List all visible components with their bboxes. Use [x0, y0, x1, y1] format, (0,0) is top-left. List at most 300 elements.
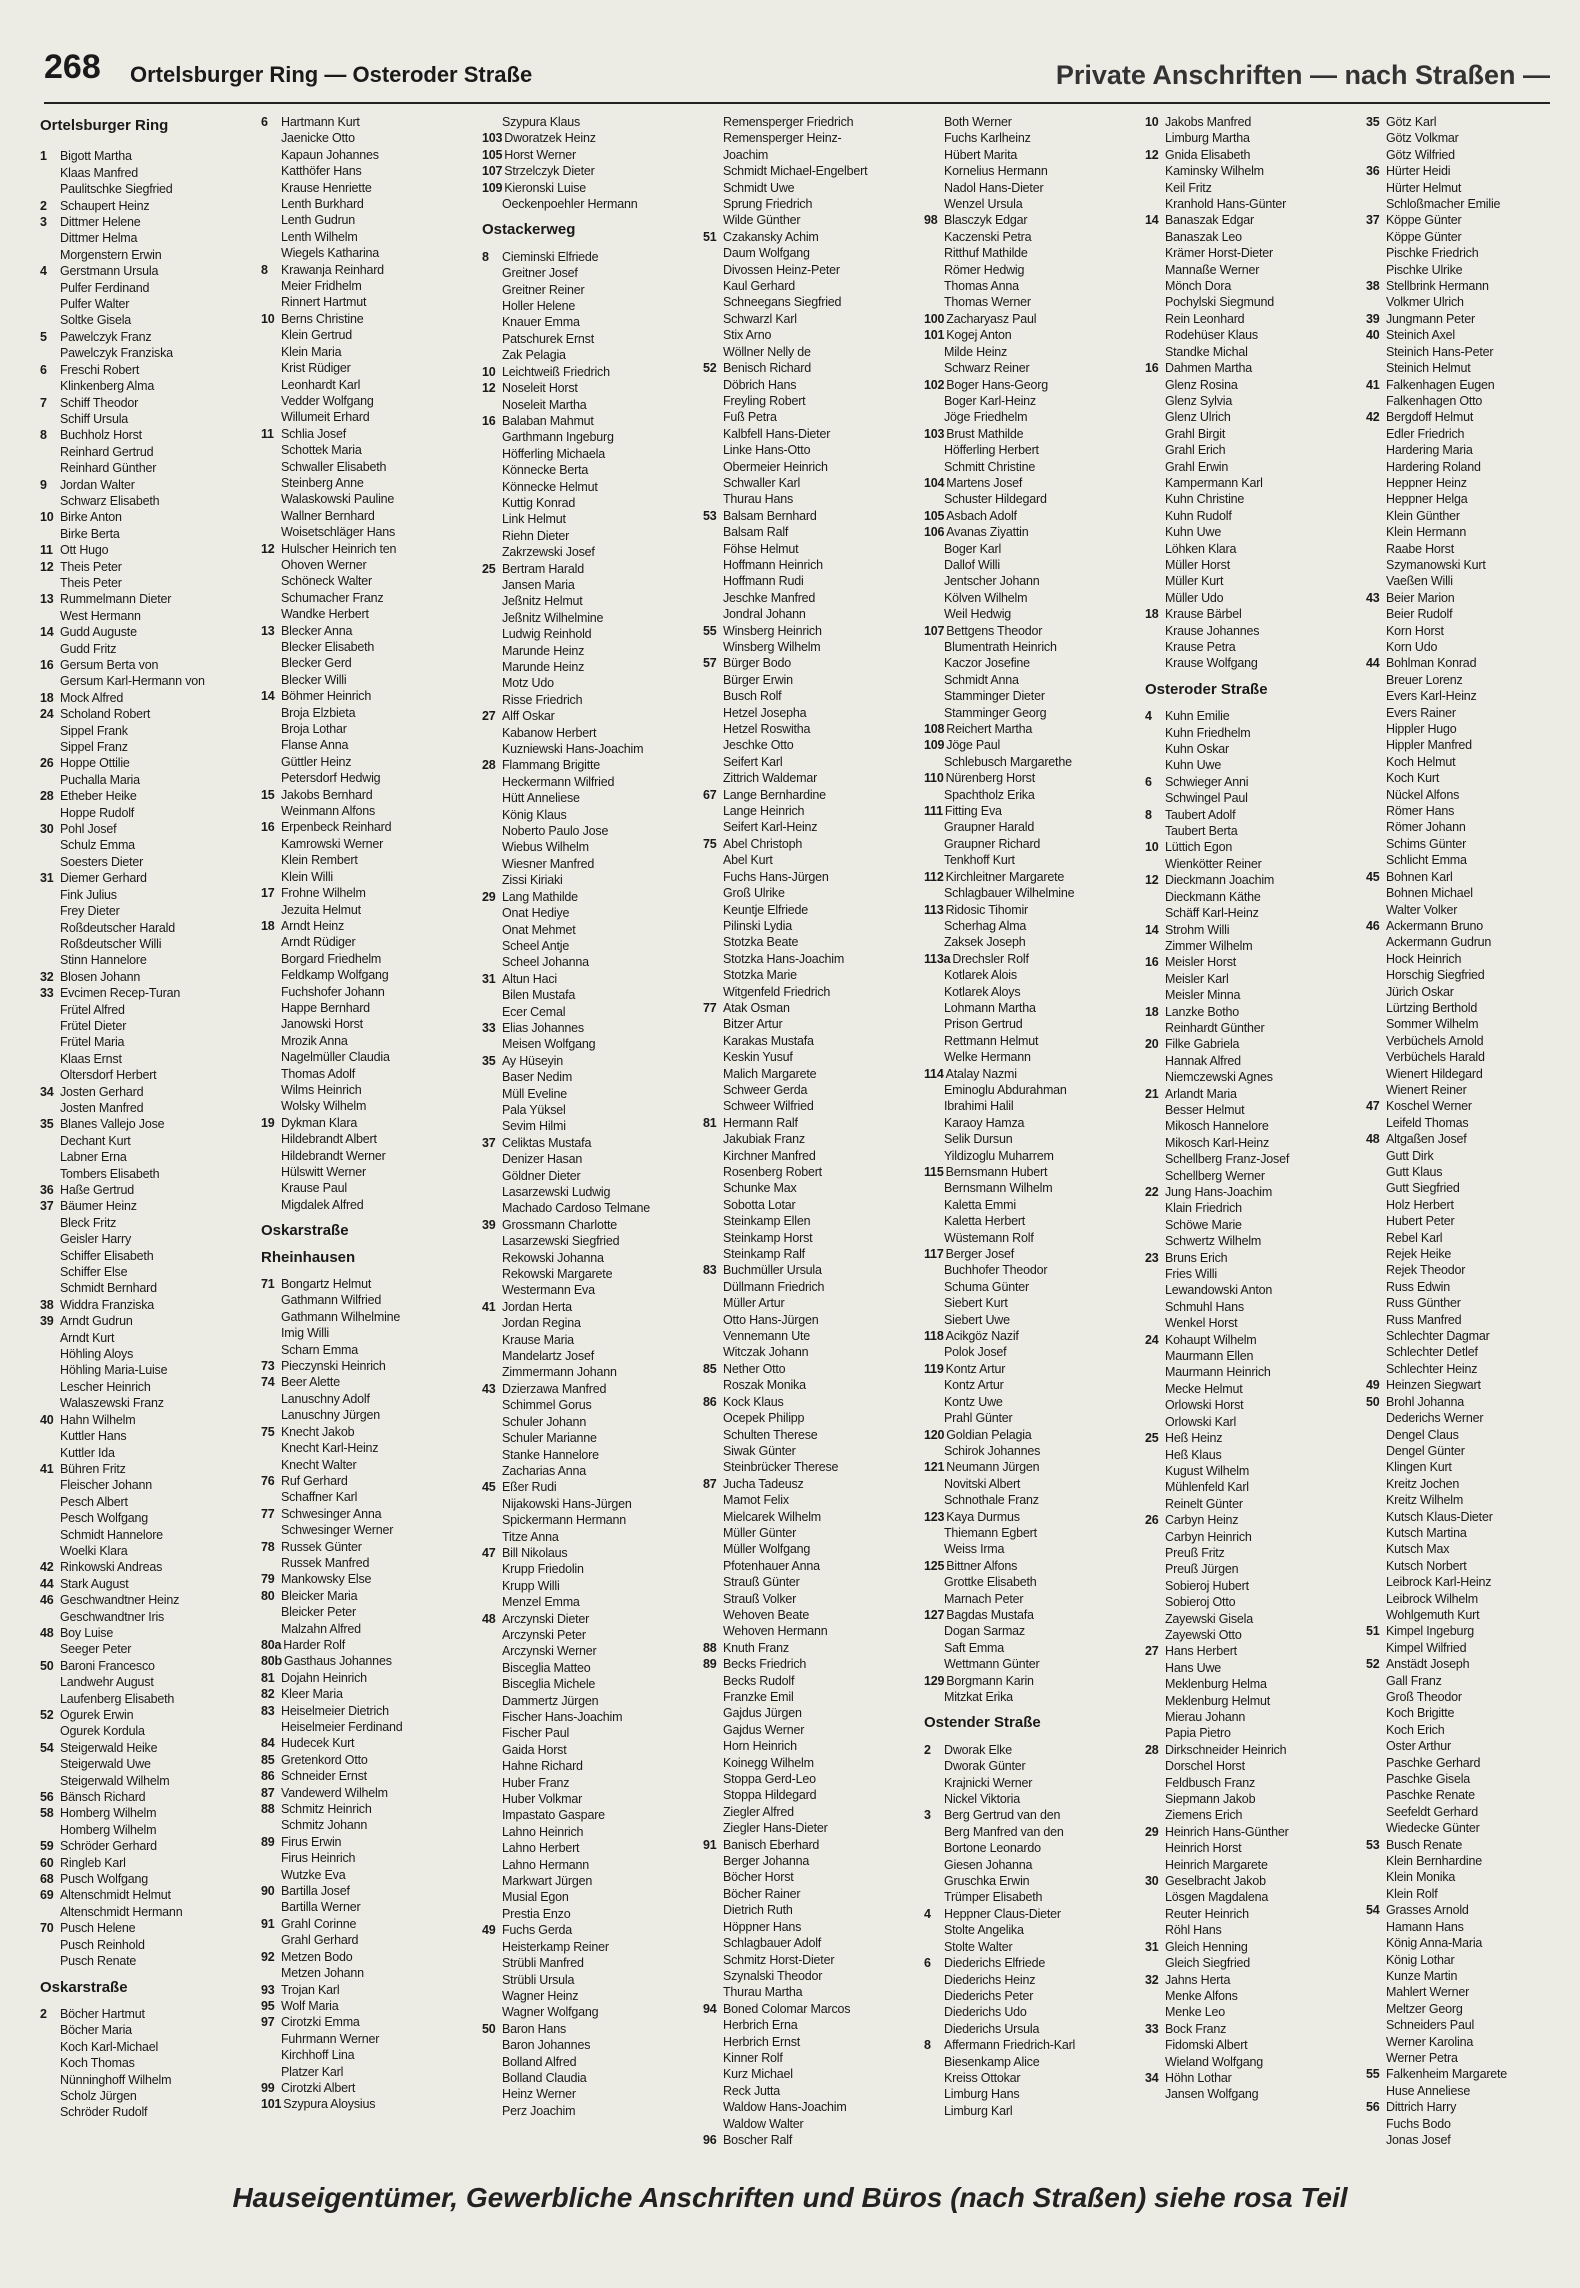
directory-entry [40, 493, 236, 509]
directory-entry [40, 1166, 236, 1182]
directory-entry [40, 608, 236, 624]
directory-entry [482, 561, 678, 577]
directory-entry [261, 278, 457, 294]
directory-entry [924, 1213, 1120, 1229]
resident-name: Dederichs Werner [1386, 1411, 1484, 1426]
directory-entry [1145, 2070, 1341, 2086]
directory-entry [703, 1853, 899, 1869]
directory-entry [482, 1430, 678, 1446]
resident-name: Jeßnitz Helmut [502, 594, 583, 609]
directory-entry [1145, 1233, 1341, 1249]
directory-entry [703, 344, 899, 360]
directory-entry [261, 1506, 457, 1522]
directory-entry [261, 1670, 457, 1686]
directory-entry [261, 1850, 457, 1866]
directory-entry [1145, 360, 1341, 376]
directory-entry [40, 362, 236, 378]
resident-name: Onat Mehmet [502, 922, 576, 937]
directory-entry [1366, 426, 1562, 442]
directory-entry [261, 984, 457, 1000]
resident-name: Gajdus Jürgen [723, 1706, 802, 1721]
resident-name: Altun Haci [502, 971, 557, 986]
resident-name: Altenschmidt Helmut [60, 1888, 171, 1903]
resident-name: Klein Rembert [281, 853, 358, 868]
resident-name: Reuter Heinrich [1165, 1906, 1249, 1921]
directory-entry [703, 1098, 899, 1114]
house-number: 56 [1366, 2100, 1380, 2115]
resident-name: Berg Gertrud van den [944, 1808, 1061, 1823]
resident-name: Zayewski Otto [1165, 1627, 1242, 1642]
resident-name: Kaminsky Wilhelm [1165, 164, 1264, 179]
directory-entry [40, 1280, 236, 1296]
resident-name: Römer Hedwig [944, 262, 1025, 277]
directory-entry [703, 1656, 899, 1672]
resident-name: Klein Rolf [1386, 1886, 1438, 1901]
directory-entry [703, 2132, 899, 2148]
resident-name: Gathmann Wilfried [281, 1293, 382, 1308]
directory-entry [924, 393, 1120, 409]
resident-name: Preuß Fritz [1165, 1545, 1225, 1560]
directory-entry [924, 902, 1120, 918]
house-number: 107 [924, 623, 945, 638]
resident-name: Heinrich Horst [1165, 1841, 1242, 1856]
resident-name: Ringleb Karl [60, 1855, 126, 1870]
resident-name: Roszak Monika [723, 1378, 806, 1393]
directory-entry [482, 659, 678, 675]
resident-name: Steinich Hans-Peter [1386, 344, 1494, 359]
resident-name: Risse Friedrich [502, 692, 583, 707]
directory-entry [1366, 1607, 1562, 1623]
directory-entry [1145, 130, 1341, 146]
resident-name: Hahne Richard [502, 1759, 583, 1774]
resident-name: Herbrich Ernst [723, 2034, 801, 2049]
directory-entry [924, 245, 1120, 261]
directory-entry [261, 967, 457, 983]
directory-entry [924, 770, 1120, 786]
house-number: 118 [924, 1329, 944, 1344]
resident-name: Bürger Erwin [723, 672, 793, 687]
resident-name: Schnothale Franz [944, 1493, 1039, 1508]
directory-entry [40, 1805, 236, 1821]
directory-entry [261, 1686, 457, 1702]
directory-entry [1145, 442, 1341, 458]
resident-name: Fischer Hans-Joachim [502, 1710, 623, 1724]
directory-entry [703, 705, 899, 721]
resident-name: Russek Manfred [281, 1555, 370, 1570]
resident-name: Böhmer Heinrich [281, 689, 372, 704]
directory-entry [1145, 1611, 1341, 1627]
resident-name: Kirchner Manfred [723, 1148, 816, 1163]
resident-name: Meisen Wolfgang [502, 1037, 596, 1052]
directory-entry [261, 1016, 457, 1032]
resident-name: Stamminger Georg [944, 705, 1047, 720]
resident-name: Fischer Paul [502, 1726, 570, 1741]
resident-name: Jöge Paul [946, 738, 1001, 753]
resident-name: Dorschel Horst [1165, 1759, 1245, 1774]
resident-name: Seefeldt Gerhard [1386, 1804, 1478, 1819]
directory-entry [703, 1394, 899, 1410]
directory-entry [40, 641, 236, 657]
resident-name: Güttler Heinz [281, 754, 352, 769]
directory-entry [924, 918, 1120, 934]
resident-name: Gleich Siegfried [1165, 1956, 1251, 1971]
resident-name: Buchholz Horst [60, 428, 142, 443]
directory-entry [1366, 1098, 1562, 1114]
directory-entry [1366, 1377, 1562, 1393]
directory-entry [703, 1000, 899, 1016]
directory-entry [40, 181, 236, 197]
resident-name: Heinrich Hans-Günther [1165, 1824, 1289, 1839]
resident-name: Homberg Wilhelm [60, 1806, 157, 1821]
resident-name: Schweer Gerda [723, 1082, 808, 1097]
resident-name: Wutzke Eva [281, 1867, 346, 1882]
resident-name: Metzen Johann [281, 1966, 364, 1981]
directory-entry [1366, 1935, 1562, 1951]
directory-entry [924, 311, 1120, 327]
resident-name: Diederichs Elfriede [944, 1956, 1046, 1971]
resident-name: Hudecek Kurt [281, 1736, 355, 1751]
resident-name: Marunde Heinz [502, 660, 585, 674]
house-number: 108 [924, 722, 945, 737]
directory-entry [1366, 1837, 1562, 1853]
house-number: 115 [924, 1165, 944, 1179]
directory-entry [482, 1922, 678, 1938]
resident-name: Kutsch Max [1386, 1542, 1450, 1557]
directory-entry [924, 360, 1120, 376]
house-number: 37 [1366, 213, 1380, 228]
directory-entry [1366, 1755, 1562, 1771]
directory-entry [482, 1676, 678, 1692]
resident-name: Schneegans Siegfried [723, 295, 842, 310]
directory-entry [1366, 278, 1562, 294]
house-number: 35 [482, 1053, 496, 1068]
resident-name: Arczynski Werner [502, 1644, 597, 1659]
directory-entry [40, 427, 236, 443]
directory-entry [924, 327, 1120, 343]
resident-name: Müller Kurt [1165, 574, 1224, 589]
house-number: 13 [40, 592, 54, 607]
directory-entry [261, 639, 457, 655]
directory-entry [1366, 836, 1562, 852]
resident-name: Krawanja Reinhard [281, 262, 384, 277]
directory-entry [924, 163, 1120, 179]
directory-entry [1366, 1427, 1562, 1443]
directory-entry [40, 1625, 236, 1641]
resident-name: Hamann Hans [1386, 1919, 1464, 1934]
directory-entry [1145, 1578, 1341, 1594]
house-number: 8 [40, 428, 47, 443]
house-number: 69 [40, 1888, 54, 1903]
resident-name: Lescher Heinrich [60, 1379, 151, 1394]
directory-entry [40, 1576, 236, 1592]
house-number: 6 [1145, 774, 1152, 789]
directory-entry [40, 575, 236, 591]
resident-name: Schneiders Paul [1386, 2018, 1475, 2033]
directory-entry [924, 1049, 1120, 1065]
resident-name: Lahno Herbert [502, 1841, 580, 1856]
resident-name: Horschig Siegfried [1386, 968, 1485, 983]
directory-entry [924, 1459, 1120, 1475]
directory-entry [703, 1574, 899, 1590]
house-number: 31 [482, 971, 496, 986]
directory-entry [1366, 163, 1562, 179]
directory-entry [703, 508, 899, 524]
directory-entry [703, 163, 899, 179]
directory-entry [261, 1539, 457, 1555]
directory-entry [703, 819, 899, 835]
resident-name: Jakobs Bernhard [281, 787, 373, 802]
directory-entry [703, 1295, 899, 1311]
house-number: 93 [261, 1982, 275, 1997]
directory-entry [40, 263, 236, 279]
directory-entry [1145, 2037, 1341, 2053]
directory-entry [1366, 1984, 1562, 2000]
house-number: 17 [261, 886, 275, 901]
directory-entry [482, 511, 678, 527]
resident-name: Taubert Adolf [1165, 807, 1236, 822]
resident-name: Falkenheim Margarete [1386, 2067, 1508, 2082]
directory-entry [40, 1264, 236, 1280]
resident-name: Becks Rudolf [723, 1673, 795, 1688]
resident-name: Kontz Artur [944, 1378, 1004, 1393]
resident-name: Kreitz Wilhelm [1386, 1493, 1464, 1508]
resident-name: Schims Günter [1386, 836, 1467, 851]
resident-name: Bisceglia Michele [502, 1677, 596, 1692]
street-heading: Osteroder Straße [1145, 680, 1268, 698]
resident-name: Kreiss Ottokar [944, 2070, 1021, 2085]
resident-name: Dworatzek Heinz [504, 131, 596, 146]
resident-name: Mamot Felix [723, 1493, 789, 1508]
directory-entry [40, 1904, 236, 1920]
resident-name: Impastato Gaspare [502, 1808, 605, 1823]
resident-name: Stotzka Beate [723, 935, 799, 950]
resident-name: Onat Hediye [502, 906, 570, 921]
directory-entry [261, 1949, 457, 1965]
directory-entry [924, 1066, 1120, 1082]
resident-name: Kaletta Emmi [944, 1197, 1016, 1212]
resident-name: Schumacher Franz [281, 590, 384, 605]
directory-entry [1366, 1558, 1562, 1574]
resident-name: Bolland Alfred [502, 2054, 577, 2069]
directory-entry [1145, 839, 1341, 855]
house-number: 1 [40, 149, 47, 164]
resident-name: Oster Arthur [1386, 1739, 1451, 1754]
resident-name: Baser Nedim [502, 1070, 573, 1085]
house-number: 23 [1145, 1250, 1159, 1265]
directory-entry [1366, 409, 1562, 425]
directory-entry [703, 1952, 899, 1968]
directory-entry [924, 1295, 1120, 1311]
resident-name: Lanuschny Adolf [281, 1391, 370, 1406]
directory-entry [1145, 606, 1341, 622]
directory-entry [261, 885, 457, 901]
resident-name: Stix Arno [723, 328, 772, 343]
resident-name: Diemer Gerhard [60, 871, 147, 886]
resident-name: Ziegler Hans-Dieter [723, 1821, 828, 1836]
directory-entry [1145, 889, 1341, 905]
directory-entry [1145, 1348, 1341, 1364]
directory-entry [40, 1149, 236, 1165]
directory-entry [924, 1574, 1120, 1590]
resident-name: Dieckmann Käthe [1165, 889, 1261, 904]
directory-entry [482, 2021, 678, 2037]
directory-entry [924, 180, 1120, 196]
house-number: 75 [261, 1424, 275, 1439]
directory-entry [261, 1164, 457, 1180]
resident-name: Hippler Hugo [1386, 722, 1457, 737]
directory-entry [703, 360, 899, 376]
directory-entry [261, 1131, 457, 1147]
resident-name: Boy Luise [60, 1625, 114, 1640]
resident-name: Koch Karl-Michael [60, 2039, 159, 2054]
directory-entry [1145, 1643, 1341, 1659]
directory-entry [1145, 147, 1341, 163]
resident-name: Scheel Johanna [502, 955, 589, 970]
directory-entry [703, 491, 899, 507]
resident-name: Avanas Ziyattin [946, 525, 1029, 540]
resident-name: Blecker Gerd [281, 656, 352, 671]
resident-name: Steinkamp Horst [723, 1230, 813, 1245]
house-number: 85 [703, 1361, 717, 1376]
house-number: 103 [482, 131, 503, 146]
house-number: 35 [1366, 115, 1380, 129]
directory-entry [482, 180, 678, 196]
directory-entry [40, 1215, 236, 1231]
directory-entry [703, 918, 899, 934]
house-number: 41 [1366, 377, 1380, 392]
resident-name: Jentscher Johann [944, 574, 1040, 589]
directory-entry [261, 1768, 457, 1784]
resident-name: Cieminski Elfriede [502, 249, 599, 264]
resident-name: Fuß Petra [723, 410, 777, 425]
directory-entry [924, 1906, 1120, 1922]
resident-name: Krause Bärbel [1165, 607, 1242, 622]
directory-entry [1366, 1394, 1562, 1410]
directory-entry [40, 1674, 236, 1690]
directory-entry [924, 836, 1120, 852]
directory-entry [1366, 688, 1562, 704]
directory-entry [482, 495, 678, 511]
resident-name: Göldner Dieter [502, 1168, 581, 1183]
resident-name: Weil Hedwig [944, 607, 1012, 622]
resident-name: Groß Theodor [1386, 1690, 1462, 1704]
resident-name: Götz Karl [1386, 115, 1437, 129]
directory-entry [261, 294, 457, 310]
resident-name: Meisler Karl [1165, 971, 1229, 986]
directory-entry [924, 1889, 1120, 1905]
house-number: 39 [1366, 311, 1380, 326]
resident-name: Schwertz Wilhelm [1165, 1234, 1262, 1249]
resident-name: Hürter Heidi [1386, 164, 1451, 179]
directory-entry [40, 329, 236, 345]
resident-name: Titze Anna [502, 1529, 559, 1544]
directory-entry [703, 180, 899, 196]
directory-entry [40, 739, 236, 755]
resident-name: Balsam Ralf [723, 525, 789, 540]
resident-name: Mrozik Anna [281, 1033, 348, 1048]
house-number: 53 [703, 508, 717, 523]
directory-entry [1145, 590, 1341, 606]
directory-entry [1366, 1968, 1562, 1984]
resident-name: Schmitt Christine [944, 459, 1036, 474]
resident-name: Mierau Johann [1165, 1710, 1246, 1724]
resident-name: Pulfer Ferdinand [60, 280, 150, 295]
resident-name: Josten Manfred [60, 1100, 144, 1115]
directory-entry [924, 639, 1120, 655]
resident-name: Knecht Walter [281, 1457, 357, 1472]
resident-name: Trojan Karl [281, 1982, 340, 1997]
directory-entry [924, 1873, 1120, 1889]
resident-name: Bill Nikolaus [502, 1545, 568, 1560]
resident-name: Horn Heinrich [723, 1739, 797, 1754]
house-number: 120 [924, 1427, 945, 1442]
resident-name: Schiff Ursula [60, 411, 129, 426]
directory-entry [482, 1775, 678, 1791]
directory-entry [1366, 2034, 1562, 2050]
directory-entry [261, 1391, 457, 1407]
resident-name: Diederichs Peter [944, 1988, 1034, 2003]
directory-entry [482, 1824, 678, 1840]
resident-name: Raabe Horst [1386, 541, 1454, 556]
resident-name: Steinich Helmut [1386, 361, 1471, 376]
house-number: 52 [40, 1708, 54, 1722]
directory-entry [924, 1955, 1120, 1971]
resident-name: Grahl Erwin [1165, 459, 1229, 474]
directory-entry [703, 327, 899, 343]
resident-name: Hardering Roland [1386, 459, 1481, 474]
resident-name: Schmidt Bernhard [60, 1281, 157, 1296]
directory-entry [703, 737, 899, 753]
directory-entry [40, 559, 236, 575]
directory-entry [924, 2103, 1120, 2119]
resident-name: Heß Heinz [1165, 1431, 1223, 1446]
directory-entry [1145, 1988, 1341, 2004]
directory-entry [1145, 2086, 1341, 2102]
resident-name: Oltersdorf Herbert [60, 1068, 157, 1083]
resident-name: Niemczewski Agnes [1165, 1070, 1273, 1085]
directory-entry [924, 1824, 1120, 1840]
directory-entry [40, 1838, 236, 1854]
directory-entry [482, 1348, 678, 1364]
directory-entry [1145, 2021, 1341, 2037]
resident-name: Giesen Johanna [944, 1857, 1033, 1872]
resident-name: Lenth Burkhard [281, 197, 364, 212]
directory-entry [482, 938, 678, 954]
house-number: 45 [1366, 869, 1380, 884]
resident-name: Stolte Walter [944, 1939, 1013, 1954]
directory-entry [1366, 1180, 1562, 1196]
directory-entry [1366, 1164, 1562, 1180]
house-number: 75 [703, 836, 717, 851]
resident-name: Stanke Hannelore [502, 1447, 599, 1462]
resident-name: Busch Rolf [723, 689, 782, 704]
resident-name: Klinkenberg Alma [60, 379, 155, 394]
resident-name: Homberg Wilhelm [60, 1822, 157, 1837]
house-number: 57 [703, 656, 717, 671]
directory-entry [703, 1016, 899, 1032]
resident-name: Rein Leonhard [1165, 311, 1245, 326]
resident-name: Willumeit Erhard [281, 410, 370, 425]
directory-entry [40, 1395, 236, 1411]
directory-entry [703, 1197, 899, 1213]
resident-name: Benisch Richard [723, 361, 812, 376]
resident-name: Becks Friedrich [723, 1657, 807, 1672]
directory-entry [1366, 902, 1562, 918]
directory-entry [924, 2054, 1120, 2070]
directory-entry [40, 165, 236, 181]
resident-name: Bolland Claudia [502, 2070, 587, 2085]
directory-entry [1366, 130, 1562, 146]
